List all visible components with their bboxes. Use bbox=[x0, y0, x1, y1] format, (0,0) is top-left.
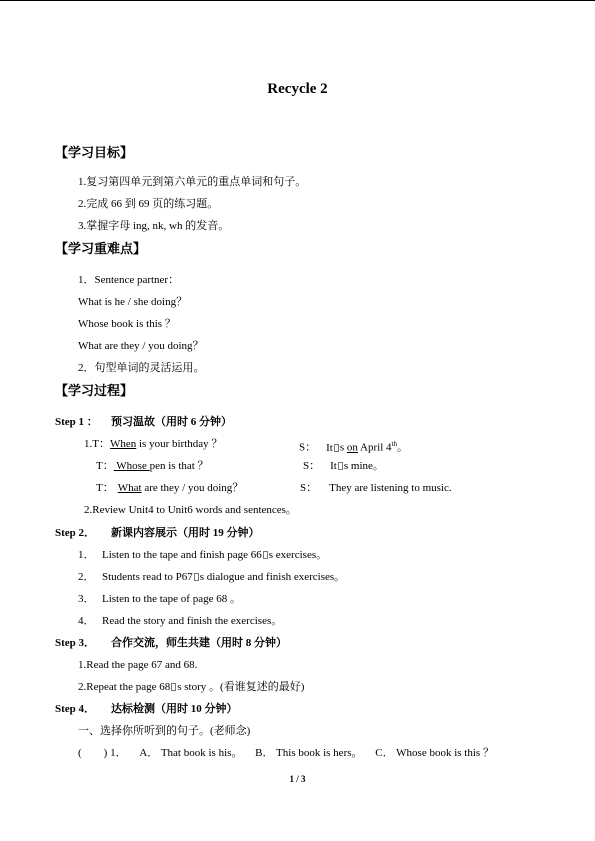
key-point-item: What are they / you doing？ bbox=[78, 340, 204, 352]
list-item: 3． Listen to the tape of page 68 。 bbox=[78, 593, 241, 605]
dialogue-student-line: S： They are listening to music. bbox=[300, 482, 452, 494]
exercise-instruction: 一、选择你所听到的句子。(老师念) bbox=[78, 725, 251, 737]
option-a: A． That book is his。 bbox=[139, 747, 243, 759]
step-label: Step 2． bbox=[55, 527, 96, 539]
step-title: 达标检测（用时 10 分钟） bbox=[111, 703, 238, 715]
key-point-item: Whose book is this ？ bbox=[78, 318, 176, 330]
step-title: 合作交流，师生共建（用时 8 分钟） bbox=[111, 637, 287, 649]
step-label: Step 3． bbox=[55, 637, 96, 649]
step2-heading bbox=[55, 526, 260, 540]
step-title: 预习温故（用时 6 分钟） bbox=[111, 416, 232, 428]
list-item: 1． Listen to the tape and finish page 66 s exercises。 bbox=[78, 549, 328, 561]
list-item: 4． Read the story and finish the exercises。 bbox=[78, 615, 283, 627]
list-item: 1.Read the page 67 and 68. bbox=[78, 659, 198, 671]
key-point-item: What is he / she doing？ bbox=[78, 296, 188, 308]
option-b: B． This book is hers。 bbox=[255, 747, 363, 759]
exercise-question: ( ) 1． A． That book is his。 B． This book is hers。 C． Whose book is this ？ bbox=[78, 747, 494, 759]
step-title: 新课内容展示（用时 19 分钟） bbox=[111, 527, 260, 539]
dialogue-teacher-line: T： What are they / you doing？ bbox=[96, 482, 244, 494]
review-line: 2.Review Unit4 to Unit6 words and sentences。 bbox=[84, 504, 297, 516]
dialogue-teacher-line: 1.T：When is your birthday ？ bbox=[84, 438, 223, 450]
dialogue-student-line: S： It s mine。 bbox=[303, 460, 384, 472]
step-label: Step 4． bbox=[55, 703, 96, 715]
step4-heading bbox=[55, 702, 238, 716]
step3-heading bbox=[55, 636, 287, 650]
dialogue-student-line: S： It s on April 4th。 bbox=[299, 440, 408, 454]
heading-process: 【学习过程】 bbox=[55, 384, 134, 399]
list-item: 2． Students read to P67 s dialogue and finish exercises。 bbox=[78, 571, 346, 583]
goal-item: 3.掌握字母 ing, nk, wh 的发音。 bbox=[78, 220, 230, 232]
key-point-item: 2．句型单词的灵活运用。 bbox=[78, 362, 205, 374]
option-c: C． Whose book is this ？ bbox=[375, 747, 494, 759]
goal-item: 1.复习第四单元到第六单元的重点单词和句子。 bbox=[78, 176, 307, 188]
heading-goals: 【学习目标】 bbox=[55, 146, 134, 161]
heading-key-points: 【学习重难点】 bbox=[55, 242, 147, 257]
top-border bbox=[0, 0, 595, 1]
goal-item: 2.完成 66 到 69 页的练习题。 bbox=[78, 198, 219, 210]
list-item: 2.Repeat the page 68 s story 。(看谁复述的最好) bbox=[78, 681, 305, 693]
step-label: Step 1 ： bbox=[55, 416, 98, 428]
key-point-item: 1．Sentence partner： bbox=[78, 274, 180, 286]
step1-heading bbox=[55, 415, 232, 429]
dialogue-teacher-line: T： Whose pen is that ？ bbox=[96, 460, 209, 472]
page-number: 1 / 3 bbox=[289, 774, 306, 784]
page-title: Recycle 2 bbox=[267, 81, 328, 97]
